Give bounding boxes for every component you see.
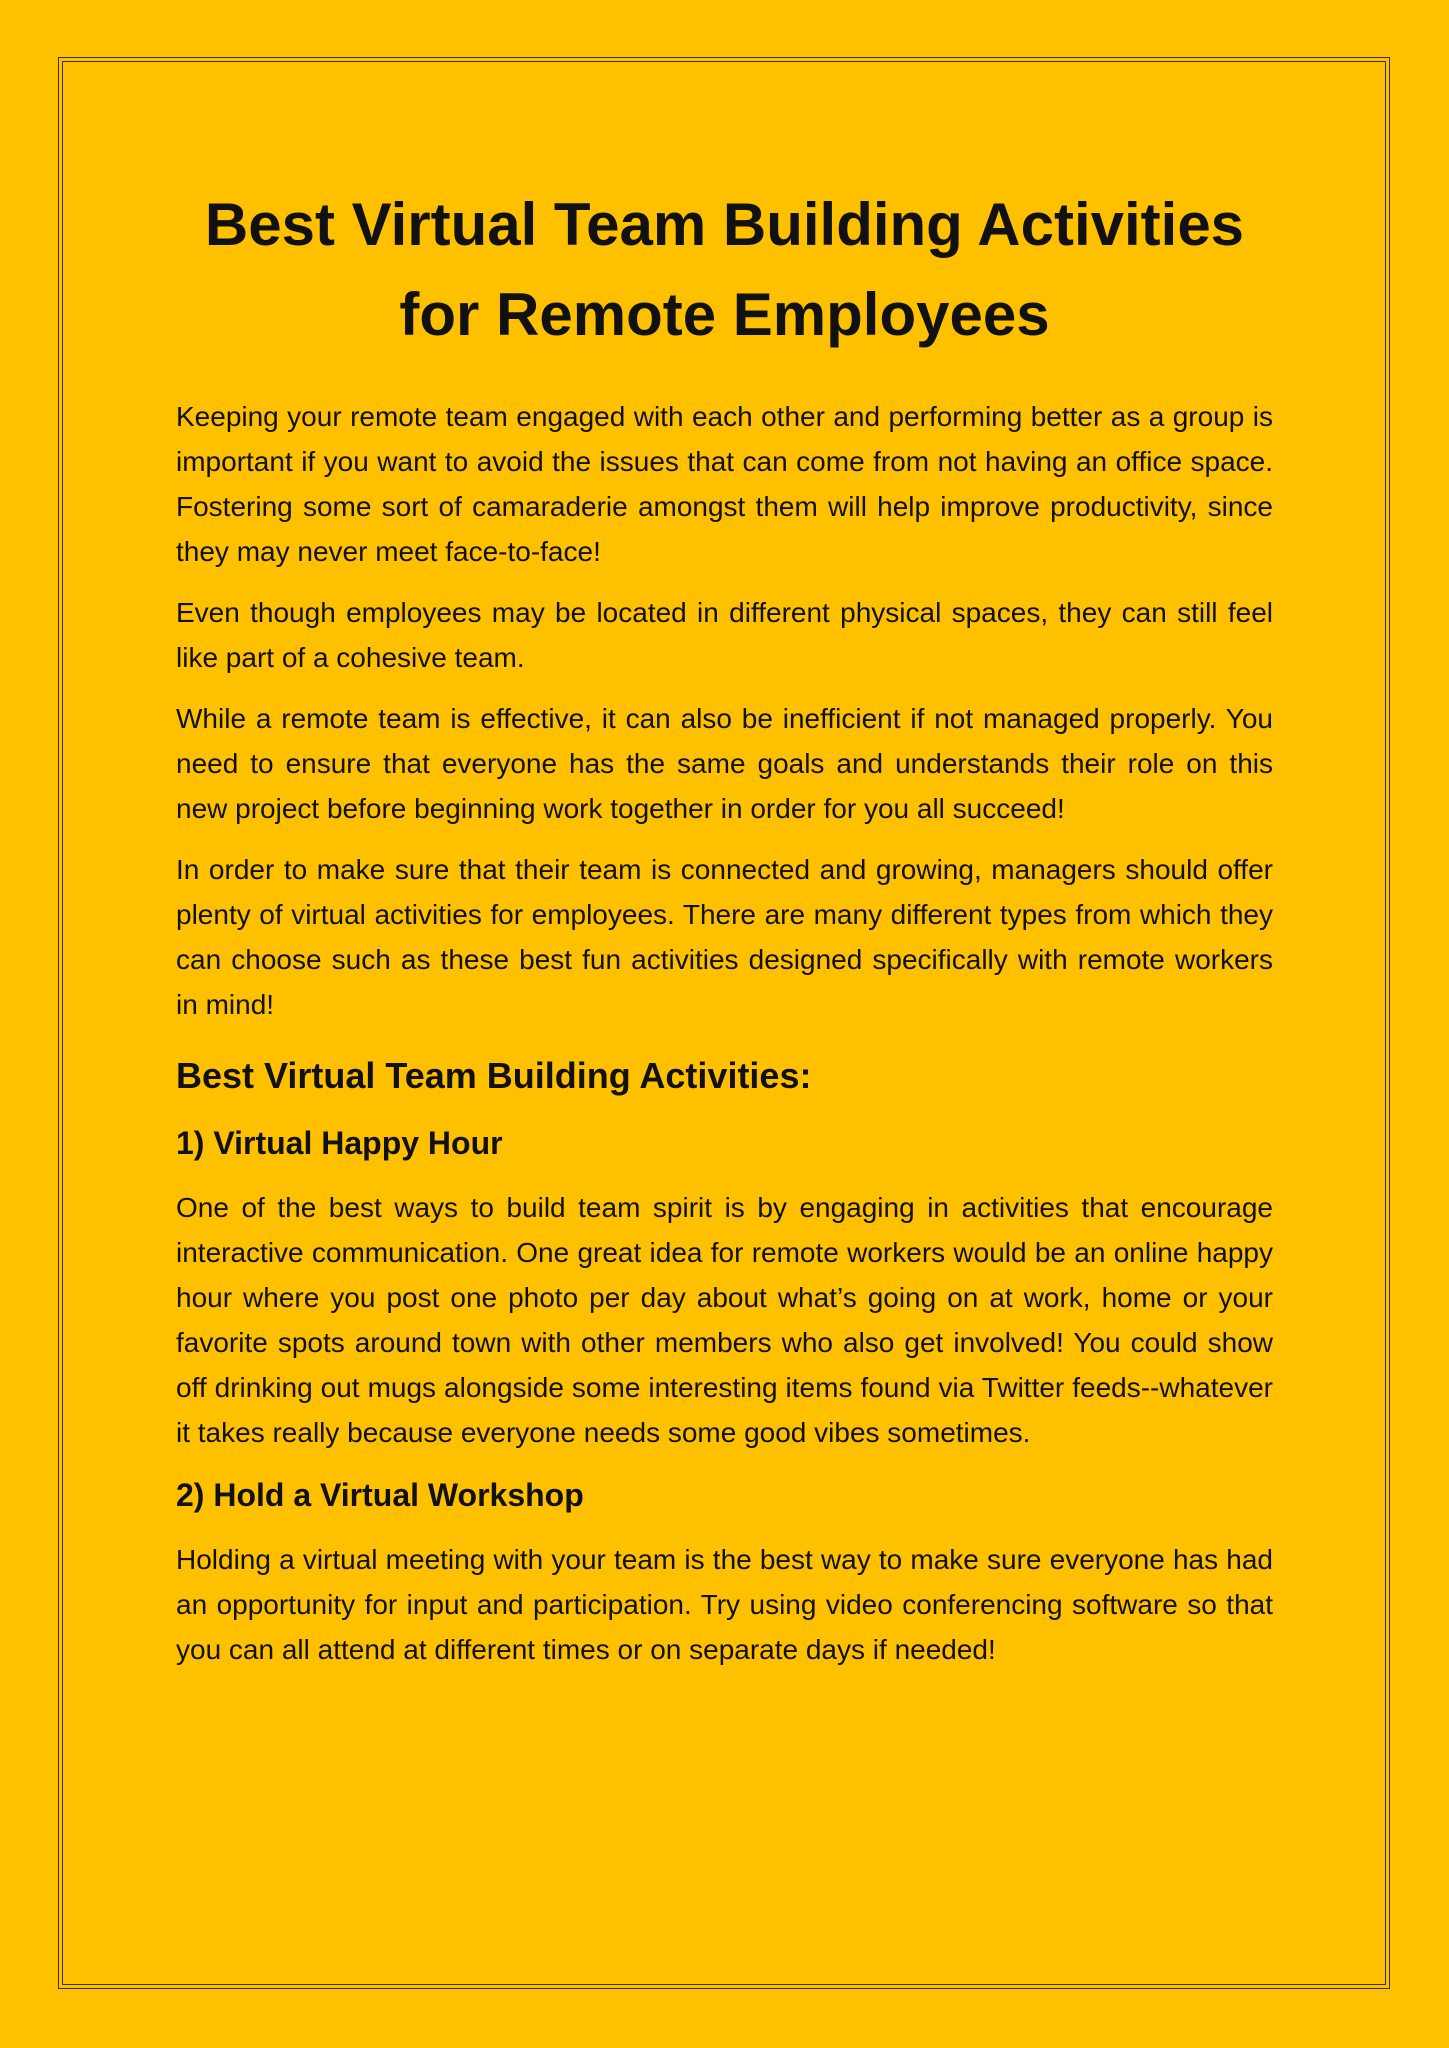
activity-heading-2: 2) Hold a Virtual Workshop: [176, 1477, 584, 1513]
intro-paragraph-4: In order to make sure that their team is connected and growing, managers should offer plenty of virtual activities for employees. There are many different types from which they can choose such as these best fun activities designed specifically with remote workers in mind!: [176, 854, 1273, 1020]
activity-paragraph-2: Holding a virtual meeting with your team is the best way to make sure everyone has had an opportunity for input and participation. Try using video conferencing software so that you can all attend at different times or on separate days if needed!: [176, 1544, 1273, 1665]
intro-paragraph-2: Even though employees may be located in different physical spaces, they can still feel like part of a cohesive team.: [176, 597, 1273, 673]
intro-paragraph-1: Keeping your remote team engaged with each other and performing better as a group is important if you want to avoid the issues that can come from not having an office space. Fostering some sort of camaraderie amongst them will help improve productivity, since they may never meet face-to-face!: [176, 401, 1273, 567]
intro-paragraph-3: While a remote team is effective, it can also be inefficient if not managed properly. You need to ensure that everyone has the same goals and understands their role on this new project before beginning work together in order for you all succeed!: [176, 703, 1273, 824]
document-title-line-1: Best Virtual Team Building Activities: [204, 191, 1245, 258]
section-heading: Best Virtual Team Building Activities:: [176, 1055, 812, 1096]
activity-heading-1: 1) Virtual Happy Hour: [176, 1125, 503, 1161]
document-content: [176, 180, 1273, 1688]
document-title: [176, 180, 1273, 360]
activity-paragraph-1: One of the best ways to build team spirit is by engaging in activities that encourage interactive communication. One great idea for remote workers would be an online happy hour where you post one photo per day about what’s going on at work, home or your favorite spots around town with other members who also get involved! You could show off drinking out mugs alongside some interesting items found via Twitter feeds--whatever it takes really because everyone needs some good vibes sometimes.: [176, 1192, 1273, 1448]
document-title-line-2: for Remote Employees: [399, 281, 1050, 348]
